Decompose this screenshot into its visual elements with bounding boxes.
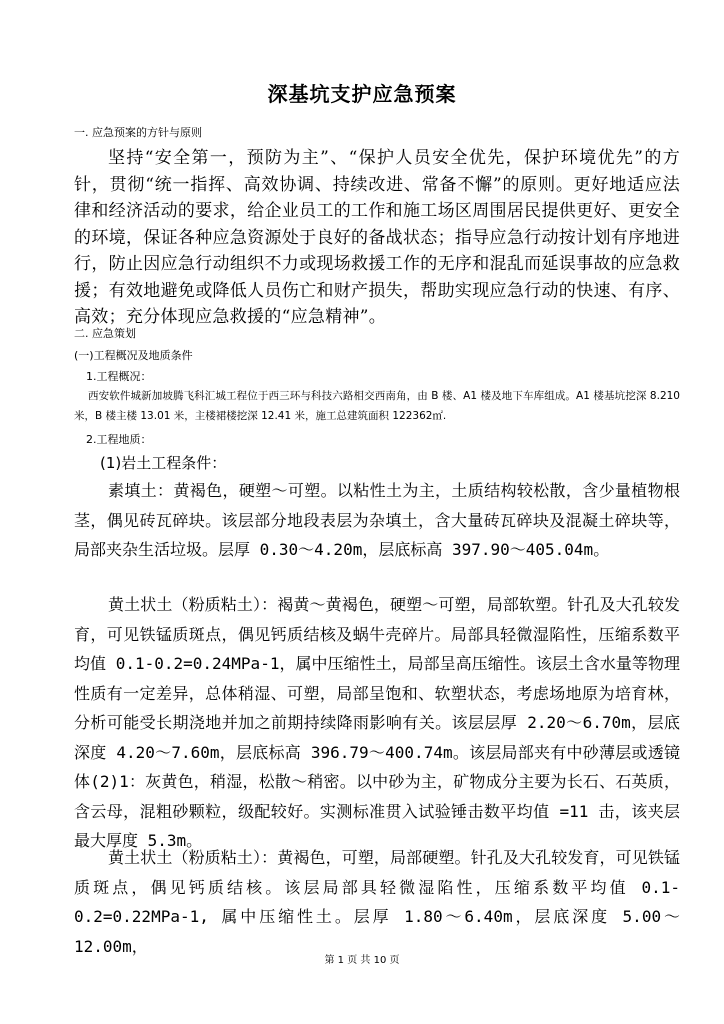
soil-layer-fill-paragraph: 素填土：黄褐色，硬塑～可塑。以粘性土为主，土质结构较松散，含少量植物根茎，偶见砖瓦碎块。该层部分地段表层为杂填土，含大量砖瓦碎块及混凝土碎块等，局部夹杂生活垃圾。层厚 0.30～4.20m，层底标高 397.90～405.04m。	[74, 481, 680, 559]
section-heading-principles: 一. 应急预案的方针与原则	[74, 126, 202, 139]
sub-item-heading-soil-conditions: (1)岩土工程条件：	[100, 454, 227, 472]
section-heading-planning: 二. 应急策划	[74, 327, 136, 340]
soil-layer-loess-2-paragraph: 黄土状土（粉质粘土）：黄褐色，可塑，局部硬塑。针孔及大孔较发育，可见铁锰质斑点，偶见钙质结核。该层局部具轻微湿陷性，压缩系数平均值 0.1-0.2=0.22MPa-1, 属中压缩性土。层厚 1.80～6.40m，层底深度 5.00～12.00m，	[74, 848, 680, 956]
project-overview-paragraph: 西安软件城新加坡腾飞科汇城工程位于西三环与科技六路相交西南角，由 B 楼、A1 楼及地下车库组成。A1 楼基坑挖深 8.210 米，B 楼主楼 13.01 米，主楼裙楼挖深 12.41 米，施工总建筑面积 122362㎡.	[74, 390, 680, 422]
item-heading-project-overview: 1.工程概况：	[86, 370, 152, 383]
principles-paragraph: 坚持“安全第一，预防为主”、“保护人员安全优先，保护环境优先”的方针，贯彻“统一指挥、高效协调、持续改进、常备不懈”的原则。更好地适应法律和经济活动的要求，给企业员工的工作和施工场区周围居民提供更好、更安全的环境，保证各种应急资源处于良好的备战状态；指导应急行动按计划有序地进行，防止因应急行动组织不力或现场救援工作的无序和混乱而延误事故的应急救援；有效地避免或降低人员伤亡和财产损失，帮助实现应急行动的快速、有序、高效；充分体现应急救援的“应急精神”。	[74, 148, 680, 327]
page-footer: 第 1 页 共 10 页	[324, 955, 400, 966]
document-title: 深基坑支护应急预案	[267, 82, 457, 106]
item-heading-geology: 2.工程地质：	[86, 433, 152, 446]
subsection-heading-overview: (一)工程概况及地质条件	[74, 349, 193, 362]
soil-layer-loess-1-paragraph: 黄土状土（粉质粘土）：褐黄～黄褐色，硬塑～可塑，局部软塑。针孔及大孔较发育，可见铁锰质斑点，偶见钙质结核及蜗牛壳碎片。局部具轻微湿陷性，压缩系数平均值 0.1-0.2=0.24MPa-1，属中压缩性土，局部呈高压缩性。该层土含水量等物理性质有一定差异，总体稍湿、可塑，局部呈饱和、软塑状态，考虑场地原为培育林，分析可能受长期浇地并加之前期持续降雨影响有关。该层层厚 2.20～6.70m，层底深度 4.20～7.60m，层底标高 396.79～400.74m。该层局部夹有中砂薄层或透镜体(2)1：灰黄色，稍湿，松散～稍密。以中砂为主，矿物成分主要为长石、石英质，含云母，混粗砂颗粒，级配较好。实测标准贯入试验锤击数平均值 =11 击，该夹层最大厚度 5.3m。	[74, 595, 680, 850]
